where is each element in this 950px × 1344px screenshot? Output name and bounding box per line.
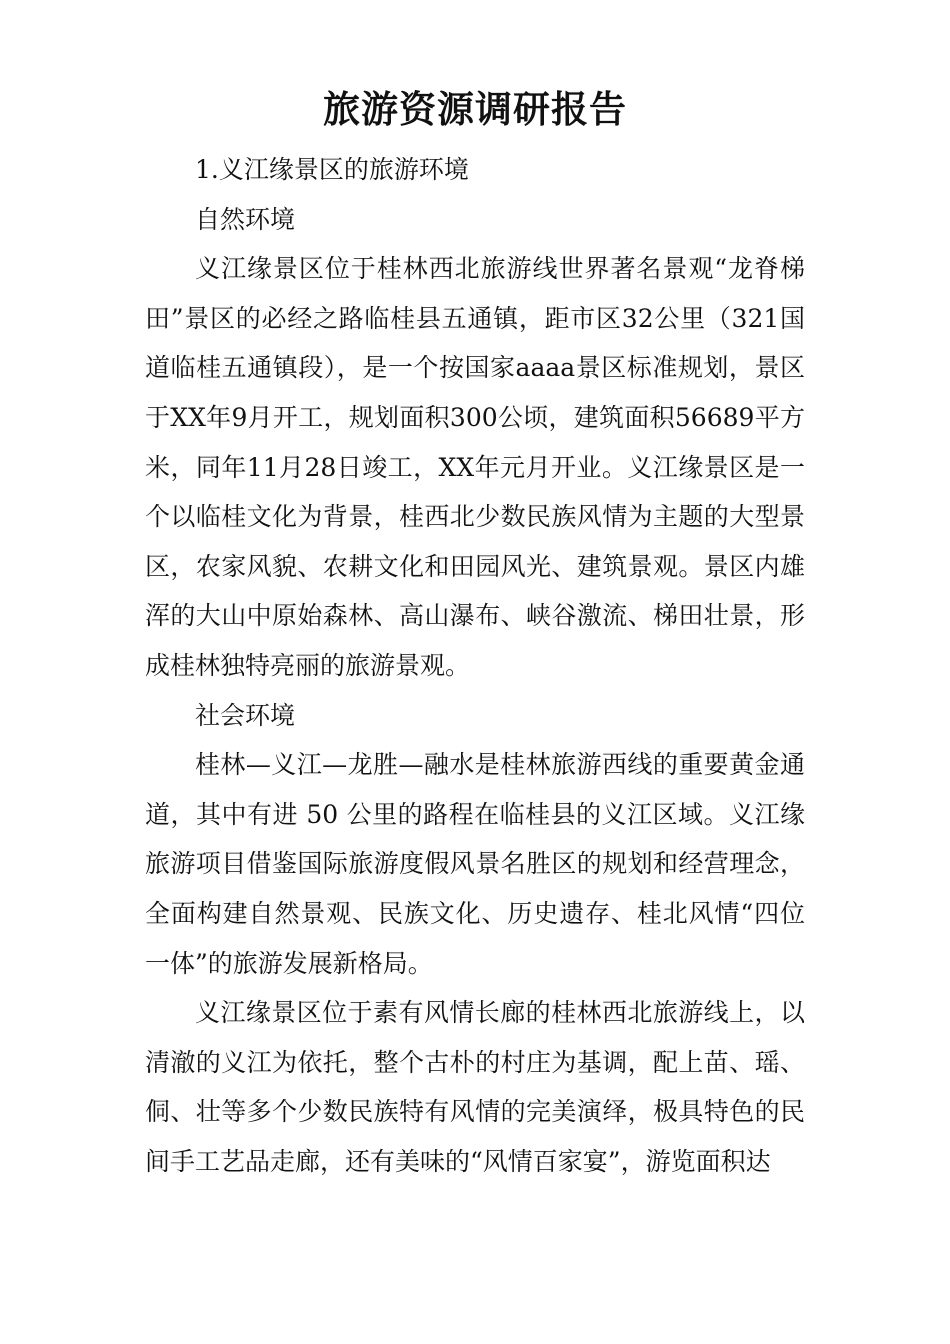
document-body <box>145 145 805 1186</box>
document-title: 旅游资源调研报告 <box>323 88 627 131</box>
paragraph-natural-environment: 义江缘景区位于桂林西北旅游线世界著名景观“龙脊梯田”景区的必经之路临桂县五通镇，距市区32公里（321国道临桂五通镇段），是一个按国家aaaa景区标准规划，景区于XX年9月开工，规划面积300公顷，建筑面积56689平方米，同年11月28日竣工，XX年元月开业。义江缘景区是一个以临桂文化为背景，桂西北少数民族风情为主题的大型景区，农家风貌、农耕文化和田园风光、建筑景观。景区内雄浑的大山中原始森林、高山瀑布、峡谷激流、梯田壮景，形成桂林独特亮丽的旅游景观。 <box>145 254 805 680</box>
subheading-natural-environment: 自然环境 <box>195 204 296 234</box>
paragraph-social-environment: 桂林—义江—龙胜—融水是桂林旅游西线的重要黄金通道，其中有进 50 公里的路程在临桂县的义江区域。义江缘旅游项目借鉴国际旅游度假风景名胜区的规划和经营理念，全面构建自然景观、民族文化、历史遗存、桂北风情“四位一体”的旅游发展新格局。 <box>145 750 805 978</box>
paragraph-scenic-area-location: 义江缘景区位于素有风情长廊的桂林西北旅游线上，以清澈的义江为依托，整个古朴的村庄为基调，配上苗、瑶、侗、壮等多个少数民族特有风情的完美演绎，极具特色的民间手工艺品走廊，还有美味的“风情百家宴”，游览面积达 <box>145 998 805 1176</box>
section-heading-tourism-environment: 1.义江缘景区的旅游环境 <box>195 155 469 184</box>
subheading-social-environment: 社会环境 <box>195 700 296 730</box>
